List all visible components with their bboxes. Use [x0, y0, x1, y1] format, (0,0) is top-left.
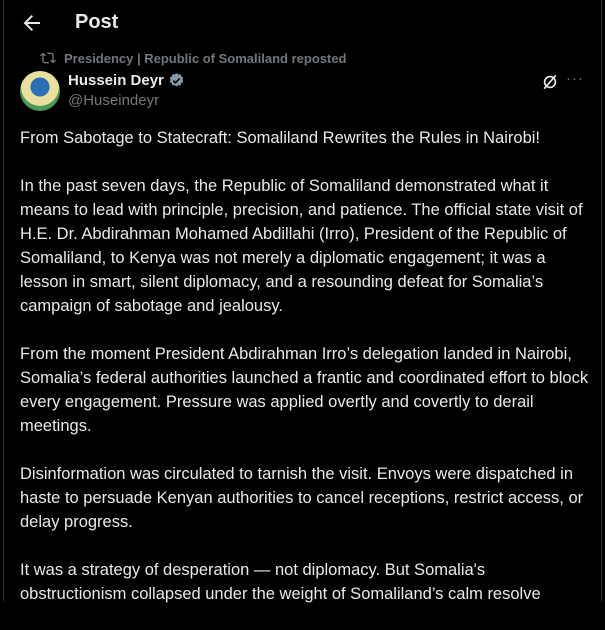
page-title: Post [75, 11, 119, 33]
header [0, 0, 605, 48]
avatar[interactable] [20, 71, 60, 111]
verified-badge-icon[interactable] [168, 72, 185, 89]
post-paragraph: Disinformation was circulated to tarnish the visit. Envoys were dispatched in haste to persuade Kenyan authorities to cancel receptions, restrict access, or delay progress. [20, 465, 584, 531]
arrow-left-icon[interactable] [20, 11, 44, 35]
author-handle[interactable]: @Huseindeyr [68, 92, 160, 109]
post-paragraph: From Sabotage to Statecraft: Somaliland Rewrites the Rules in Nairobi! [20, 129, 540, 147]
post-text [20, 126, 590, 630]
grok-icon[interactable] [540, 72, 560, 92]
repost-indicator [40, 50, 346, 66]
more-options-icon[interactable]: ··· [566, 70, 584, 87]
post-paragraph: In the past seven days, the Republic of Somaliland demonstrated what it means to lead with principle, precision, and patience. The official state visit of H.E. Dr. Abdirahman Mohamed Abdillahi (Irro), President of the Republic of Somaliland, to Kenya was not merely a diplomatic engagement; it was a lesson in smart, silent diplomacy, and a resounding defeat for Somalia’s campaign of sabotage and jealousy. [20, 177, 583, 315]
post-paragraph: It was a strategy of desperation — not diplomacy. But Somalia's obstructionism collapsed under the weight of Somaliland’s calm resolve [20, 561, 541, 603]
author-name[interactable]: Hussein Deyr [68, 72, 164, 89]
author-name-row [68, 72, 185, 89]
repost-text[interactable]: Presidency | Republic of Somaliland reposted [64, 50, 347, 66]
repost-icon [40, 50, 56, 66]
post-paragraph: From the moment President Abdirahman Irro’s delegation landed in Nairobi, Somalia’s federal authorities launched a frantic and coordinated effort to block every engagement. Pressure was applied overtly and covertly to derail meetings. [20, 345, 589, 435]
